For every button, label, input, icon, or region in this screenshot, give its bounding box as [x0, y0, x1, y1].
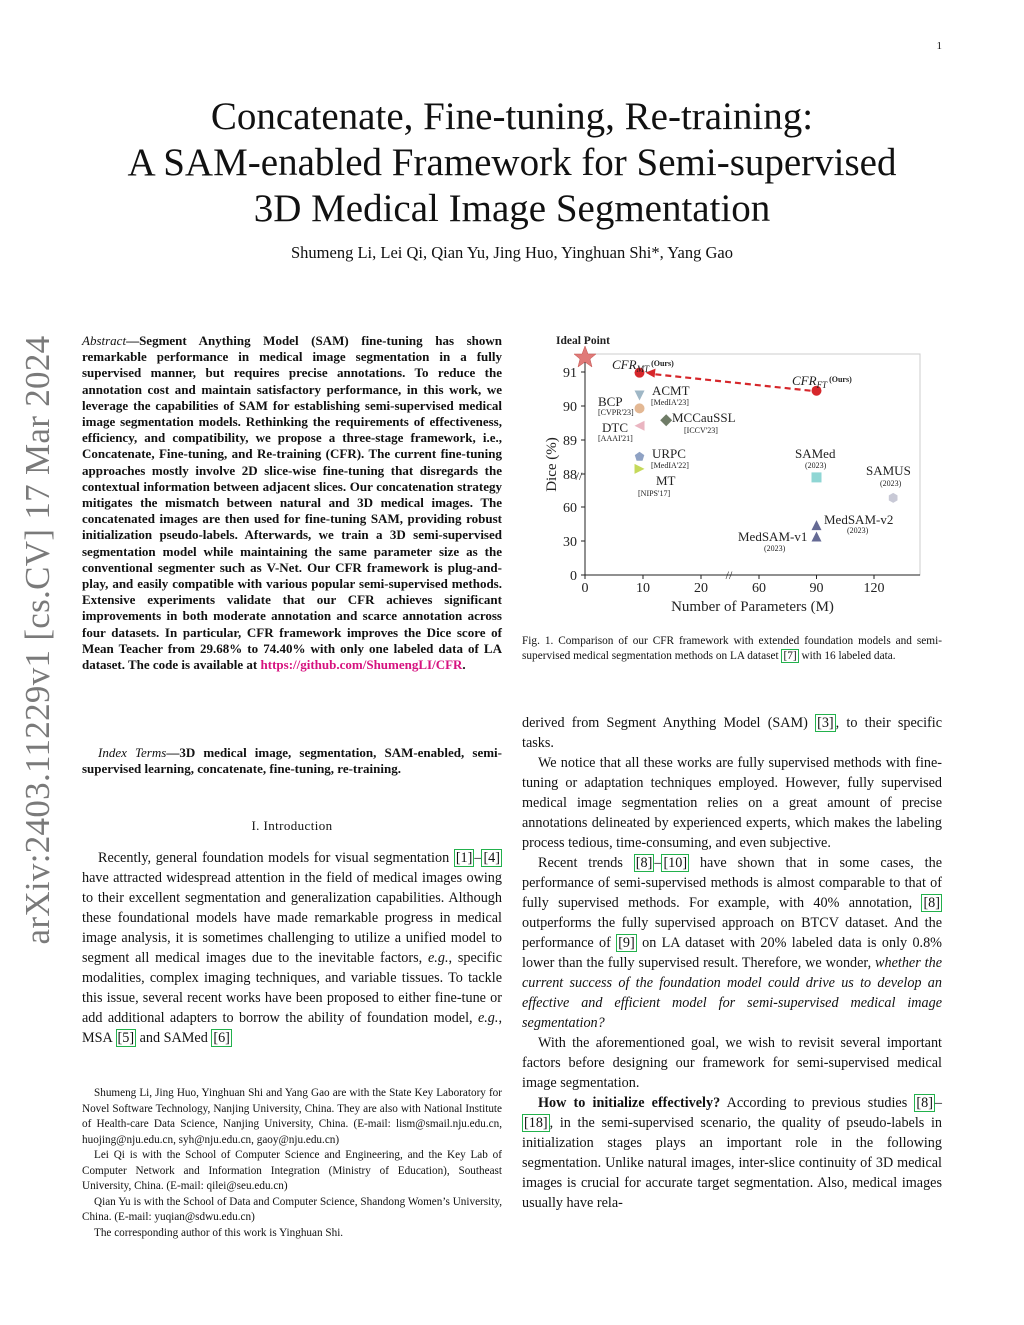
citation-link[interactable]: [10] — [663, 855, 688, 871]
point-label — [612, 357, 674, 374]
point-label: MCCauSSL — [672, 410, 736, 425]
paragraph: We notice that all these works are fully supervised methods with fine-tuning or adaptation techniques employed. However, fully supervised medical image segmentation relies on a great amount of precise annotations delineated by experienced experts, which makes the labeling process tedious, time-consuming, and even subjective. — [522, 755, 942, 851]
text: e.g. — [428, 950, 449, 966]
text: , in the semi-supervised scenario, the quality of pseudo-labels in initialization stages plays an important role in the following segmentation. Unlike natural images, inter-slice continuity of 3D medical images is crucial for accurate target segmentation. Also, medical images usually have rela- — [522, 1115, 942, 1211]
paragraph — [522, 853, 942, 1033]
point-venue-label: [NIPS'17] — [638, 489, 671, 498]
text: outperforms the fully supervised approach on BTCV dataset. And the performance of — [522, 915, 942, 951]
text: , specific modalities, complex imaging techniques, and variable tissues. To tackle this issue, several recent works have been proposed to either fine-tune or add additional adapters to borrow the ability of foundation model, — [82, 950, 502, 1026]
author-list: Shumeng Li, Lei Qi, Qian Yu, Jing Huo, Yinghuan Shi*, Yang Gao — [291, 243, 733, 262]
footnote: Lei Qi is with the School of Computer Science and Engineering, and the Key Lab of Computer Network and Information Integration (Ministry of Education), Southeast University, China. (E-mail: qilei@seu.edu.cn) — [82, 1149, 502, 1192]
label-subscript: FT — [816, 380, 828, 390]
citation-link[interactable]: [8] — [923, 895, 940, 911]
text: on LA dataset with 20% labeled data is only 0.8% lower than the fully supervised result. Therefore, we wonder, — [522, 935, 943, 971]
citation-link[interactable]: [8] — [916, 1095, 933, 1111]
x-tick-label: 10 — [636, 581, 650, 596]
point-venue-label: (2023) — [880, 479, 902, 488]
point-label: DTC — [602, 420, 628, 435]
intro-paragraph — [82, 848, 502, 1048]
data-point — [635, 390, 645, 400]
label-main: CFR — [612, 357, 637, 372]
right-column-body — [522, 713, 942, 1213]
figure-1-chart — [522, 330, 942, 620]
text: How to initialize effectively? — [538, 1095, 721, 1111]
citation-link[interactable]: [1] — [455, 850, 473, 866]
point-venue-label: [MedIA'22] — [651, 461, 689, 470]
point-venue-label: (2023) — [764, 544, 786, 553]
point-venue-label: (2023) — [847, 526, 869, 535]
point-venue-label: (2023) — [805, 461, 827, 470]
data-point — [635, 403, 645, 413]
abstract — [82, 333, 502, 673]
label-subscript: MT — [636, 364, 650, 374]
point-venue-label: [ICCV'23] — [684, 426, 718, 435]
text: – — [474, 850, 482, 866]
text: – — [934, 1095, 943, 1111]
text: e.g. — [477, 1010, 499, 1026]
point-label: MT — [656, 473, 676, 488]
label-tag: (Ours) — [649, 359, 674, 368]
footnote: Shumeng Li, Jing Huo, Yinghuan Shi and Yang Gao are with the State Key Laboratory for Novel Software Technology, Nanjing University, China. They are also with National Institute of Health-care Data Science, Nanjing University, China. (E-mail: lism@smail.nju.edu.cn, huojing@nju.edu.cn, syh@nju.edu.cn, gaoy@nju.edu.cn) — [82, 1087, 502, 1146]
citation-link[interactable]: [6] — [213, 1030, 230, 1046]
y-tick-label: 0 — [570, 569, 577, 584]
citation-link[interactable]: [5] — [117, 1030, 135, 1046]
data-point — [660, 414, 672, 426]
y-axis-label: Dice (%) — [544, 437, 560, 492]
data-point — [812, 531, 822, 541]
data-point — [635, 464, 645, 474]
abstract-text: —Segment Anything Model (SAM) fine-tuning has shown remarkable performance in medical image segmentation in a fully supervised manner, but requires precise annotations. To reduce the annotation cost and maintain satisfactory performance, in this work, we leverage the capabilities of SAM for establishing semi-supervised medical image segmentation models. Rethinking the requirements of effectiveness, efficiency, and compatibility, we propose a three-stage framework, i.e., Concatenate, Fine-tuning, and Re-training (CFR). The current fine-tuning approaches mostly involve 2D slice-wise fine-tuning that disregards the contextual information between adjacent slices. Our concatenation strategy mitigates the mismatch between natural and 3D medical images. The concatenated images are then used for fine-tuning SAM, providing robust initialization pseudo-labels. Afterwards, we train a 3D semi-supervised segmentation model while maintaining the same parameter size as the conventional segmenter such as V-Net. Our CFR framework is plug-and-play, and easily compatible with various popular semi-supervised methods. Extensive experiments validate that our CFR achieves significant improvements in both moderate annotation and scarce annotation across four datasets. In particular, CFR framework improves the Dice score of Mean Teacher from 29.68% to 74.40% with only one labeled data of LA dataset. The code is available at — [82, 333, 502, 673]
paragraph: With the aforementioned goal, we wish to revisit several important factors before designing our framework for semi-supervised medical image segmentation. — [522, 1035, 942, 1091]
point-label: MedSAM-v2 — [824, 512, 894, 527]
figure-caption — [522, 634, 942, 664]
caption-end: with 16 labeled data. — [798, 650, 896, 663]
y-tick-label: 89 — [563, 434, 577, 449]
point-label: BCP — [598, 394, 623, 409]
citation-link[interactable]: [8] — [635, 855, 653, 871]
y-axis-break: // — [575, 468, 583, 483]
data-point — [889, 493, 898, 503]
title-line: A SAM-enabled Framework for Semi-supervised — [127, 141, 897, 184]
abstract-label: Abstract — [82, 333, 127, 348]
text: , to their specific tasks. — [522, 715, 942, 751]
citation-link[interactable]: [9] — [618, 935, 635, 951]
x-tick-label: 60 — [752, 581, 766, 596]
data-point — [635, 452, 645, 461]
x-axis-break: // — [725, 568, 733, 582]
paper-title — [80, 94, 944, 232]
x-axis-label: Number of Parameters (M) — [671, 599, 834, 615]
point-label: URPC — [652, 446, 686, 461]
abstract-end: . — [462, 657, 466, 673]
y-tick-label: 88 — [563, 468, 577, 483]
code-link[interactable]: https://github.com/ShumengLI/CFR — [260, 657, 463, 673]
citation-link[interactable]: [18] — [524, 1115, 548, 1131]
citation-link[interactable]: [7] — [783, 650, 797, 663]
title-line: 3D Medical Image Segmentation — [253, 187, 771, 230]
page-number: 1 — [936, 40, 942, 52]
text: Recently, general foundation models for visual segmentation — [98, 850, 454, 866]
ideal-point-label: Ideal Point — [556, 335, 610, 347]
text: whether the current success of the foundation model could drive us to develop an effective and efficient model for semi-supervised medical image segmentation? — [522, 955, 942, 1031]
footnote: The corresponding author of this work is Yinghuan Shi. — [94, 1226, 344, 1239]
data-point — [635, 421, 645, 431]
point-label — [792, 373, 852, 390]
citation-link[interactable]: [4] — [483, 850, 500, 866]
arxiv-watermark: arXiv:2403.11229v1 [cs.CV] 17 Mar 2024 — [18, 335, 57, 945]
point-label: SAMed — [795, 446, 836, 461]
footnotes — [82, 1086, 502, 1241]
data-point — [812, 520, 822, 530]
y-tick-label: 91 — [563, 366, 577, 381]
text: have attracted widespread attention in the field of medical images owing to their excellent segmentation and generalization capabilities. Although these foundational models have made remarkable progress in medical image analysis, it is sometimes challenging to utilize a unified model to segment all medical images due to the inevitable factors, — [82, 870, 502, 966]
y-tick-label: 60 — [563, 501, 577, 516]
index-terms-text: —3D medical image, segmentation, SAM-enabled, semi-supervised learning, concatenate, fine-tuning, re-training. — [82, 745, 502, 777]
section-heading: I. Introduction — [251, 818, 333, 833]
text: Recent trends — [538, 855, 634, 871]
point-label: ACMT — [652, 383, 690, 398]
point-venue-label: [MedIA'23] — [651, 398, 689, 407]
paragraph — [522, 713, 942, 753]
caption-text: Fig. 1. Comparison of our CFR framework with extended foundation models and semi-supervised medical segmentation methods on LA dataset — [522, 635, 942, 663]
citation-link[interactable]: [3] — [817, 715, 834, 731]
point-label: SAMUS — [866, 463, 911, 478]
text: , MSA — [82, 1010, 502, 1046]
index-terms — [82, 745, 502, 777]
data-point — [812, 472, 822, 482]
label-main: CFR — [792, 373, 817, 388]
x-tick-label: 120 — [863, 581, 885, 596]
x-tick-label: 90 — [809, 581, 824, 596]
y-tick-label: 90 — [563, 400, 577, 415]
text: According to previous studies — [720, 1095, 915, 1111]
title-line: Concatenate, Fine-tuning, Re-training: — [210, 95, 814, 138]
point-label: MedSAM-v1 — [738, 529, 808, 544]
y-tick-label: 30 — [563, 535, 577, 550]
text: – — [654, 855, 662, 871]
text: derived from Segment Anything Model (SAM) — [522, 715, 816, 731]
footnote: Qian Yu is with the School of Data and Computer Science, Shandong Women’s University, China. (E-mail: yuqian@sdwu.edu.cn) — [82, 1195, 502, 1223]
text: have shown that in some cases, the performance of semi-supervised methods is almost comparable to that of fully supervised methods. For example, with 40% annotation, — [522, 855, 943, 911]
x-tick-label: 0 — [581, 581, 589, 596]
text: and SAMed — [136, 1030, 212, 1046]
x-tick-label: 20 — [694, 581, 708, 596]
point-venue-label: [AAAI'21] — [598, 434, 633, 443]
paragraph — [522, 1093, 942, 1213]
index-terms-label: Index Terms — [98, 745, 167, 760]
label-tag: (Ours) — [827, 375, 852, 384]
point-venue-label: [CVPR'23] — [598, 408, 634, 417]
